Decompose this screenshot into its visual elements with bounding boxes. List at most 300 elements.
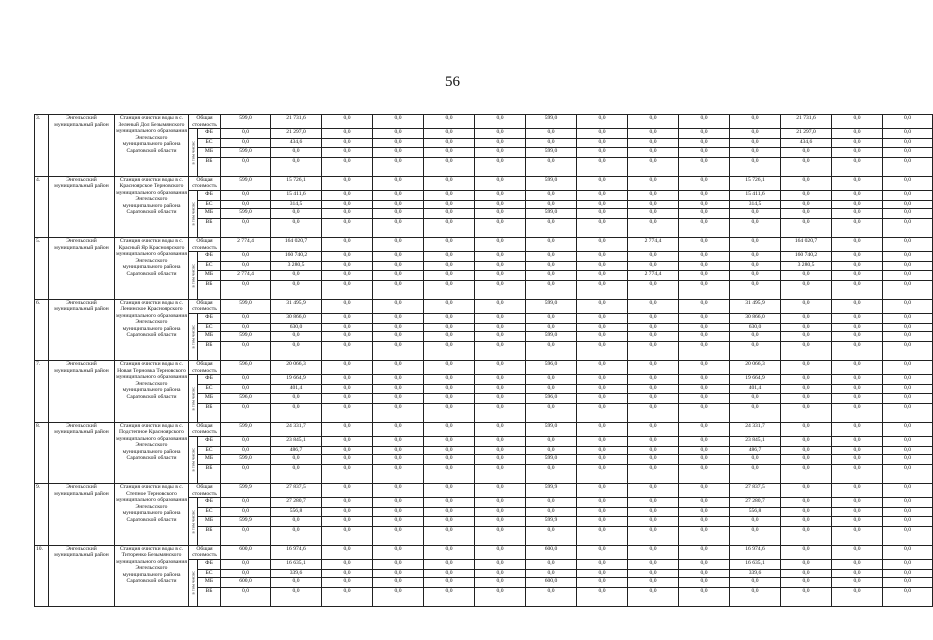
value-cell: 0,0 [628,422,679,436]
value-cell: 0,0 [883,176,933,190]
value-cell: 0,0 [526,157,577,176]
value-cell: 0,0 [679,569,730,578]
value-cell: 0,0 [883,498,933,508]
value-cell: 0,0 [679,139,730,148]
district-cell: Энгельсский муниципальный район [49,299,115,361]
value-cell: 0,0 [577,446,628,455]
value-cell: 0,0 [883,139,933,148]
total-label-cell: Общая стоимость [189,115,221,129]
value-cell: 0,0 [475,129,526,139]
value-cell: 0,0 [322,157,373,176]
value-cell: 0,0 [883,200,933,209]
value-cell: 0,0 [781,516,832,526]
value-cell: 0,0 [577,332,628,342]
value-cell: 0,0 [883,299,933,313]
value-cell: 0,0 [679,270,730,280]
value-cell: 0,0 [832,157,883,176]
value-cell: 0,0 [730,332,781,342]
value-cell: 0,0 [730,526,781,545]
value-cell: 0,0 [832,342,883,361]
value-cell: 0,0 [577,200,628,209]
value-cell: 0,0 [424,498,475,508]
value-cell: 0,0 [577,508,628,517]
value-cell: 0,0 [475,209,526,219]
value-cell: 0,0 [424,559,475,569]
value-cell: 0,0 [475,147,526,157]
value-cell: 0,0 [424,393,475,403]
table-row [35,238,933,252]
value-cell: 0,0 [526,436,577,446]
value-cell: 0,0 [322,484,373,498]
value-cell: 0,0 [475,270,526,280]
value-cell: 599,0 [221,455,271,465]
value-cell: 24 331,7 [730,422,781,436]
value-cell: 0,0 [832,484,883,498]
value-cell: 0,0 [373,280,424,299]
value-cell: 0,0 [577,436,628,446]
value-cell: 0,0 [628,280,679,299]
value-cell: 0,0 [526,446,577,455]
value-cell: 600,0 [221,578,271,588]
budget-source-cell: ФБ [198,190,221,200]
value-cell: 0,0 [322,270,373,280]
row-index: 5. [35,238,49,300]
value-cell: 0,0 [424,465,475,484]
row-index: 4. [35,176,49,238]
value-cell: 0,0 [628,559,679,569]
value-cell: 0,0 [832,465,883,484]
value-cell: 0,0 [424,262,475,271]
value-cell: 15 726,1 [271,176,322,190]
value-cell: 0,0 [526,385,577,394]
value-cell: 0,0 [679,559,730,569]
value-cell: 0,0 [373,299,424,313]
value-cell: 0,0 [679,526,730,545]
value-cell: 0,0 [781,455,832,465]
value-cell: 0,0 [577,578,628,588]
value-cell: 0,0 [373,219,424,238]
value-cell: 0,0 [577,385,628,394]
value-cell: 0,0 [679,375,730,385]
district-cell: Энгельсский муниципальный район [49,545,115,607]
value-cell: 0,0 [679,209,730,219]
value-cell: 0,0 [628,578,679,588]
value-cell: 0,0 [781,403,832,422]
value-cell: 0,0 [526,403,577,422]
value-cell: 599,9 [526,484,577,498]
value-cell: 0,0 [526,342,577,361]
value-cell: 0,0 [730,403,781,422]
value-cell: 0,0 [883,209,933,219]
value-cell: 599,0 [221,115,271,129]
value-cell: 0,0 [322,508,373,517]
budget-source-cell: ФБ [198,313,221,323]
value-cell: 0,0 [475,342,526,361]
value-cell: 0,0 [883,238,933,252]
value-cell: 0,0 [373,498,424,508]
value-cell: 0,0 [781,508,832,517]
value-cell: 0,0 [628,484,679,498]
value-cell: 0,0 [781,147,832,157]
value-cell: 0,0 [679,280,730,299]
value-cell: 0,0 [832,299,883,313]
object-cell: Станция очистки воды в с. Подстепное Красноярского муниципального образования Энгельсского муниципального района Саратовской области [115,422,189,484]
value-cell: 0,0 [475,157,526,176]
value-cell: 0,0 [322,403,373,422]
value-cell: 0,0 [475,313,526,323]
value-cell: 314,5 [730,200,781,209]
value-cell: 0,0 [628,323,679,332]
value-cell: 0,0 [221,129,271,139]
value-cell: 0,0 [832,176,883,190]
value-cell: 0,0 [628,446,679,455]
value-cell: 0,0 [475,516,526,526]
value-cell: 0,0 [373,176,424,190]
value-cell: 0,0 [679,200,730,209]
value-cell: 0,0 [781,361,832,375]
value-cell: 0,0 [221,200,271,209]
value-cell: 599,9 [221,516,271,526]
value-cell: 0,0 [730,115,781,129]
value-cell: 0,0 [832,446,883,455]
total-label-cell: Общая стоимость [189,545,221,559]
value-cell: 0,0 [526,280,577,299]
value-cell: 0,0 [526,139,577,148]
value-cell: 0,0 [883,323,933,332]
value-cell: 0,0 [577,588,628,607]
value-cell: 0,0 [373,385,424,394]
budget-source-cell: ВБ [198,465,221,484]
value-cell: 0,0 [221,139,271,148]
value-cell: 0,0 [781,375,832,385]
value-cell: 0,0 [322,200,373,209]
budget-source-cell: ВБ [198,588,221,607]
value-cell: 600,0 [526,578,577,588]
value-cell: 0,0 [526,526,577,545]
value-cell: 0,0 [526,465,577,484]
value-cell: 0,0 [221,342,271,361]
value-cell: 3 280,5 [781,262,832,271]
value-cell: 0,0 [373,403,424,422]
value-cell: 21 731,6 [271,115,322,129]
value-cell: 0,0 [832,238,883,252]
value-cell: 0,0 [424,332,475,342]
value-cell: 0,0 [679,342,730,361]
value-cell: 0,0 [271,403,322,422]
value-cell: 0,0 [832,139,883,148]
value-cell: 0,0 [526,498,577,508]
value-cell: 486,7 [271,446,322,455]
object-cell: Станция очистки воды в с. Новая Терновка Терновского муниципального образования Энгельсского муниципального района Саратовской области [115,361,189,423]
value-cell: 0,0 [322,147,373,157]
value-cell: 0,0 [832,393,883,403]
value-cell: 15 411,6 [730,190,781,200]
value-cell: 0,0 [883,446,933,455]
value-cell: 0,0 [781,559,832,569]
value-cell: 0,0 [679,115,730,129]
value-cell: 0,0 [679,436,730,446]
value-cell: 0,0 [373,209,424,219]
value-cell: 0,0 [221,526,271,545]
budget-source-cell: БС [198,508,221,517]
value-cell: 24 331,7 [271,422,322,436]
value-cell: 0,0 [679,484,730,498]
value-cell: 0,0 [628,139,679,148]
value-cell: 0,0 [373,323,424,332]
value-cell: 596,0 [221,361,271,375]
value-cell: 0,0 [424,516,475,526]
value-cell: 0,0 [832,332,883,342]
value-cell: 0,0 [832,200,883,209]
value-cell: 0,0 [730,209,781,219]
value-cell: 0,0 [730,147,781,157]
value-cell: 0,0 [730,238,781,252]
value-cell: 0,0 [883,569,933,578]
value-cell: 164 020,7 [781,238,832,252]
value-cell: 0,0 [628,129,679,139]
value-cell: 0,0 [424,200,475,209]
value-cell: 0,0 [781,422,832,436]
value-cell: 0,0 [373,252,424,262]
value-cell: 0,0 [322,262,373,271]
value-cell: 0,0 [221,323,271,332]
value-cell: 0,0 [883,147,933,157]
value-cell: 0,0 [577,270,628,280]
value-cell: 27 837,5 [271,484,322,498]
value-cell: 0,0 [781,436,832,446]
value-cell: 0,0 [322,252,373,262]
value-cell: 0,0 [424,252,475,262]
value-cell: 599,0 [221,422,271,436]
value-cell: 599,0 [221,176,271,190]
value-cell: 0,0 [373,375,424,385]
value-cell: 0,0 [832,436,883,446]
object-cell: Станция очистки воды в с. Зеленый Дол Безымянского муниципального образования Энгельсского муниципального района Саратовской области [115,115,189,177]
value-cell: 0,0 [679,176,730,190]
value-cell: 0,0 [781,578,832,588]
value-cell: 0,0 [475,252,526,262]
value-cell: 0,0 [322,545,373,559]
value-cell: 0,0 [322,176,373,190]
value-cell: 0,0 [730,342,781,361]
budget-source-cell: ФБ [198,129,221,139]
value-cell: 0,0 [628,403,679,422]
value-cell: 0,0 [781,270,832,280]
value-cell: 0,0 [424,526,475,545]
value-cell: 0,0 [526,190,577,200]
value-cell: 2 774,4 [221,270,271,280]
value-cell: 0,0 [781,569,832,578]
value-cell: 0,0 [577,238,628,252]
page-number: 56 [445,74,460,90]
value-cell: 0,0 [424,422,475,436]
value-cell: 0,0 [781,176,832,190]
value-cell: 0,0 [322,446,373,455]
value-cell: 599,9 [526,516,577,526]
value-cell: 0,0 [221,498,271,508]
value-cell: 596,0 [221,393,271,403]
value-cell: 0,0 [730,252,781,262]
value-cell: 599,0 [221,209,271,219]
value-cell: 0,0 [322,578,373,588]
value-cell: 0,0 [424,176,475,190]
table-row [35,115,933,129]
value-cell: 0,0 [424,578,475,588]
value-cell: 0,0 [475,385,526,394]
value-cell: 0,0 [221,157,271,176]
value-cell: 0,0 [475,361,526,375]
value-cell: 0,0 [271,588,322,607]
budget-source-cell: МБ [198,147,221,157]
value-cell: 0,0 [322,190,373,200]
budget-source-cell: ФБ [198,252,221,262]
value-cell: 0,0 [577,559,628,569]
value-cell: 0,0 [424,219,475,238]
value-cell: 0,0 [322,375,373,385]
object-cell: Станция очистки воды в с. Ленинское Красноярского муниципального образования Энгельсского муниципального района Саратовской области [115,299,189,361]
value-cell: 0,0 [628,545,679,559]
value-cell: 0,0 [628,252,679,262]
value-cell: 0,0 [322,559,373,569]
value-cell: 16 974,6 [730,545,781,559]
value-cell: 0,0 [322,238,373,252]
row-index: 9. [35,484,49,546]
value-cell: 0,0 [322,209,373,219]
value-cell: 0,0 [424,569,475,578]
value-cell: 0,0 [577,280,628,299]
value-cell: 0,0 [424,436,475,446]
value-cell: 0,0 [373,262,424,271]
value-cell: 0,0 [781,446,832,455]
value-cell: 0,0 [781,323,832,332]
value-cell: 0,0 [526,569,577,578]
value-cell: 0,0 [832,252,883,262]
value-cell: 0,0 [730,280,781,299]
value-cell: 0,0 [424,375,475,385]
value-cell: 0,0 [832,209,883,219]
value-cell: 0,0 [221,559,271,569]
value-cell: 0,0 [322,569,373,578]
value-cell: 0,0 [883,129,933,139]
value-cell: 0,0 [373,436,424,446]
value-cell: 0,0 [475,332,526,342]
value-cell: 0,0 [883,270,933,280]
value-cell: 0,0 [781,498,832,508]
value-cell: 0,0 [475,115,526,129]
value-cell: 0,0 [883,313,933,323]
value-cell: 0,0 [628,436,679,446]
value-cell: 0,0 [475,559,526,569]
value-cell: 0,0 [832,559,883,569]
budget-source-cell: БС [198,323,221,332]
value-cell: 599,0 [526,209,577,219]
value-cell: 0,0 [883,385,933,394]
value-cell: 0,0 [322,323,373,332]
value-cell: 0,0 [373,559,424,569]
value-cell: 600,0 [526,545,577,559]
value-cell: 0,0 [577,252,628,262]
value-cell: 0,0 [730,139,781,148]
value-cell: 599,0 [221,332,271,342]
value-cell: 0,0 [781,190,832,200]
value-cell: 0,0 [832,115,883,129]
value-cell: 0,0 [577,299,628,313]
value-cell: 0,0 [475,588,526,607]
value-cell: 0,0 [373,129,424,139]
value-cell: 0,0 [221,446,271,455]
value-cell: 15 726,1 [730,176,781,190]
total-label-cell: Общая стоимость [189,238,221,252]
value-cell: 401,4 [271,385,322,394]
value-cell: 21 731,6 [781,115,832,129]
district-cell: Энгельсский муниципальный район [49,115,115,177]
value-cell: 0,0 [322,115,373,129]
total-label-cell: Общая стоимость [189,361,221,375]
value-cell: 0,0 [271,147,322,157]
value-cell: 0,0 [628,147,679,157]
budget-source-cell: БС [198,569,221,578]
value-cell: 0,0 [781,209,832,219]
value-cell: 0,0 [373,569,424,578]
value-cell: 0,0 [475,238,526,252]
value-cell: 0,0 [322,313,373,323]
including-label: в том числе: [189,190,198,238]
value-cell: 0,0 [322,280,373,299]
value-cell: 0,0 [628,200,679,209]
value-cell: 0,0 [883,465,933,484]
value-cell: 0,0 [475,219,526,238]
value-cell: 0,0 [628,342,679,361]
value-cell: 0,0 [832,526,883,545]
value-cell: 0,0 [221,465,271,484]
value-cell: 0,0 [424,299,475,313]
value-cell: 0,0 [832,323,883,332]
value-cell: 0,0 [322,332,373,342]
value-cell: 0,0 [373,545,424,559]
value-cell: 0,0 [628,385,679,394]
value-cell: 0,0 [730,393,781,403]
budget-source-cell: ВБ [198,403,221,422]
value-cell: 0,0 [628,219,679,238]
value-cell: 0,0 [475,299,526,313]
value-cell: 0,0 [832,375,883,385]
value-cell: 0,0 [730,578,781,588]
value-cell: 0,0 [373,465,424,484]
value-cell: 2 774,4 [628,238,679,252]
value-cell: 0,0 [322,299,373,313]
value-cell: 0,0 [373,446,424,455]
value-cell: 2 774,4 [221,238,271,252]
value-cell: 0,0 [373,147,424,157]
row-index: 6. [35,299,49,361]
value-cell: 0,0 [577,313,628,323]
value-cell: 0,0 [424,455,475,465]
value-cell: 0,0 [832,313,883,323]
value-cell: 0,0 [373,526,424,545]
value-cell: 0,0 [730,219,781,238]
total-label-cell: Общая стоимость [189,176,221,190]
value-cell: 600,0 [221,545,271,559]
value-cell: 0,0 [221,313,271,323]
value-cell: 0,0 [628,508,679,517]
value-cell: 0,0 [271,526,322,545]
object-cell: Станция очистки воды в с. Красный Яр Красноярского муниципального образования Энгельсского муниципального района Саратовской области [115,238,189,300]
value-cell: 0,0 [679,190,730,200]
value-cell: 0,0 [373,455,424,465]
value-cell: 0,0 [832,129,883,139]
value-cell: 0,0 [628,516,679,526]
value-cell: 27 280,7 [730,498,781,508]
